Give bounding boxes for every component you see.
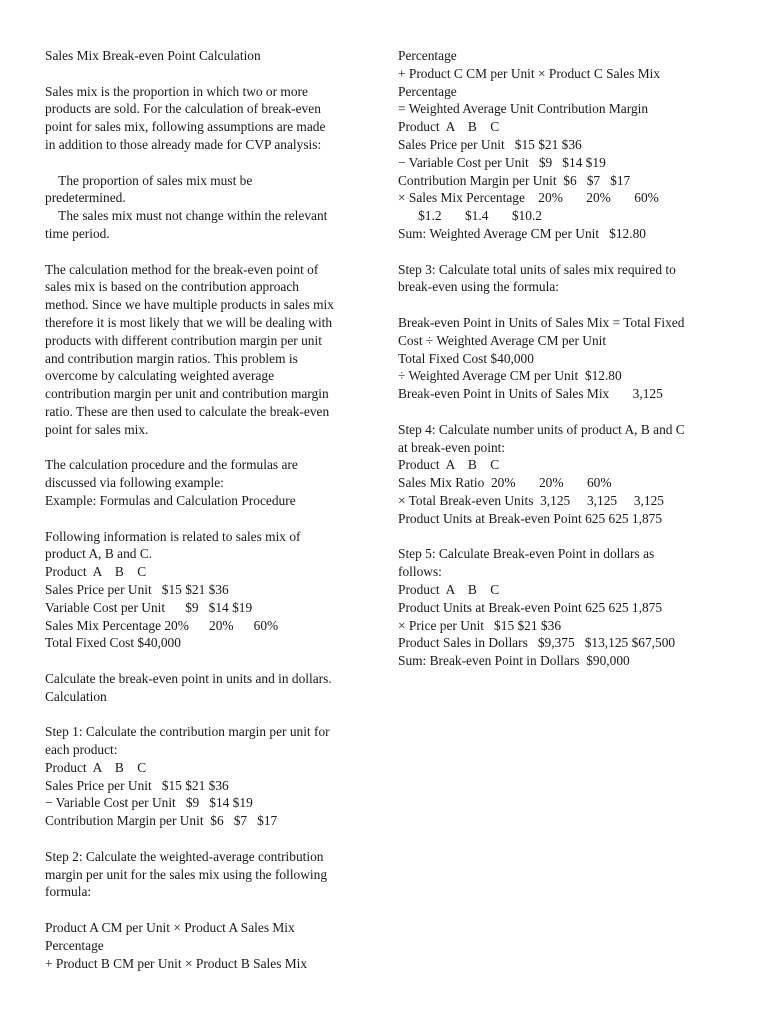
text-line: Product Sales in Dollars $9,375 $13,125 $67,500 bbox=[398, 635, 676, 651]
text-line: therefore it is most likely that we will be dealing with bbox=[45, 314, 333, 330]
text-line: Sales Price per Unit $15 $21 $36 bbox=[398, 136, 582, 152]
text-line: Product Units at Break-even Point 625 625 1,875 bbox=[398, 510, 663, 526]
text-line: Product A B C bbox=[398, 581, 500, 597]
text-line: formula: bbox=[45, 884, 92, 900]
text-line: and contribution margin ratios. This problem is bbox=[45, 350, 298, 366]
text-line: Percentage bbox=[398, 48, 457, 63]
text-line: Sales Mix Percentage 20% 20% 60% bbox=[45, 617, 279, 633]
text-line: Cost ÷ Weighted Average CM per Unit bbox=[398, 332, 607, 348]
step4-paragraph bbox=[398, 421, 738, 528]
example-info-paragraph bbox=[45, 528, 375, 653]
text-line: Step 4: Calculate number units of product A, B and C bbox=[398, 421, 685, 437]
text-line: × Total Break-even Units 3,125 3,125 3,125 bbox=[398, 492, 664, 508]
text-line: time period. bbox=[45, 225, 110, 241]
text-line: Step 2: Calculate the weighted-average contribution bbox=[45, 848, 324, 864]
document-title: Sales Mix Break-even Point Calculation bbox=[45, 48, 261, 63]
text-line: margin per unit for the sales mix using the following bbox=[45, 866, 328, 882]
text-line: Percentage bbox=[398, 83, 457, 99]
text-line: Step 3: Calculate total units of sales mix required to bbox=[398, 261, 676, 277]
text-line: Break-even Point in Units of Sales Mix = Total Fixed bbox=[398, 314, 685, 330]
text-line: overcome by calculating weighted average bbox=[45, 368, 275, 384]
text-line: Product A CM per Unit × Product A Sales Mix bbox=[45, 920, 295, 936]
text-line: Break-even Point in Units of Sales Mix 3,125 bbox=[398, 386, 663, 402]
text-line: The sales mix must not change within the relevant bbox=[45, 208, 328, 224]
text-line: Product A B C bbox=[45, 759, 147, 775]
text-line: in addition to those already made for CVP analysis: bbox=[45, 136, 322, 152]
task-paragraph bbox=[45, 670, 375, 706]
text-line: contribution margin per unit and contribution margin bbox=[45, 386, 329, 402]
text-line: Sales Mix Ratio 20% 20% 60% bbox=[398, 475, 612, 491]
text-line: at break-even point: bbox=[398, 439, 506, 455]
method-paragraph bbox=[45, 261, 375, 439]
step2-paragraph bbox=[45, 848, 375, 901]
left-column bbox=[45, 47, 375, 990]
text-line: + Product C CM per Unit × Product C Sales Mix bbox=[398, 65, 661, 81]
text-line: products with different contribution margin per unit bbox=[45, 332, 322, 348]
text-line: Sum: Weighted Average CM per Unit $12.80 bbox=[398, 225, 646, 241]
right-column bbox=[398, 47, 738, 688]
procedure-paragraph bbox=[45, 456, 375, 509]
text-line: Sum: Break-even Point in Dollars $90,000 bbox=[398, 653, 630, 669]
text-line: each product: bbox=[45, 742, 118, 758]
text-line: $1.2 $1.4 $10.2 bbox=[398, 208, 542, 224]
text-line: point for sales mix, following assumptions are made bbox=[45, 119, 326, 135]
text-line: Following information is related to sales mix of bbox=[45, 528, 301, 544]
text-line: Product A B C bbox=[398, 457, 500, 473]
formula-continued-paragraph bbox=[398, 47, 738, 243]
text-line: Total Fixed Cost $40,000 bbox=[45, 635, 181, 651]
text-line: + Product B CM per Unit × Product B Sales Mix bbox=[45, 955, 308, 971]
text-line: product A, B and C. bbox=[45, 546, 153, 562]
text-line: Sales Price per Unit $15 $21 $36 bbox=[45, 777, 229, 793]
formula-paragraph bbox=[45, 919, 375, 972]
document-title-block bbox=[45, 47, 375, 65]
text-line: Step 1: Calculate the contribution margin per unit for bbox=[45, 724, 330, 740]
text-line: method. Since we have multiple products in sales mix bbox=[45, 297, 334, 313]
text-line: products are sold. For the calculation of break-even bbox=[45, 101, 321, 117]
intro-paragraph bbox=[45, 83, 375, 154]
text-line: Sales mix is the proportion in which two or more bbox=[45, 83, 308, 99]
text-line: = Weighted Average Unit Contribution Margin bbox=[398, 101, 649, 117]
text-line: point for sales mix. bbox=[45, 421, 149, 437]
assumptions-paragraph bbox=[45, 172, 375, 243]
text-line: Example: Formulas and Calculation Procedure bbox=[45, 492, 296, 508]
text-line: Total Fixed Cost $40,000 bbox=[398, 350, 534, 366]
step1-paragraph bbox=[45, 723, 375, 830]
text-line: Contribution Margin per Unit $6 $7 $17 bbox=[45, 813, 278, 829]
step3-intro-paragraph bbox=[398, 261, 738, 297]
text-line: The calculation method for the break-even point of bbox=[45, 261, 319, 277]
text-line: Step 5: Calculate Break-even Point in dollars as bbox=[398, 546, 655, 562]
text-line: − Variable Cost per Unit $9 $14 $19 bbox=[398, 154, 606, 170]
text-line: break-even using the formula: bbox=[398, 279, 560, 295]
text-line: × Sales Mix Percentage 20% 20% 60% bbox=[398, 190, 659, 206]
text-line: Sales Price per Unit $15 $21 $36 bbox=[45, 581, 229, 597]
text-line: Percentage bbox=[45, 937, 104, 953]
text-line: Calculation bbox=[45, 688, 107, 704]
text-line: The calculation procedure and the formulas are bbox=[45, 457, 298, 473]
text-line: ÷ Weighted Average CM per Unit $12.80 bbox=[398, 368, 622, 384]
text-line: Contribution Margin per Unit $6 $7 $17 bbox=[398, 172, 631, 188]
text-line: × Price per Unit $15 $21 $36 bbox=[398, 617, 562, 633]
step3-calculation-paragraph bbox=[398, 314, 738, 403]
text-line: discussed via following example: bbox=[45, 475, 224, 491]
text-line: sales mix is based on the contribution approach bbox=[45, 279, 299, 295]
text-line: Product A B C bbox=[45, 564, 147, 580]
text-line: − Variable Cost per Unit $9 $14 $19 bbox=[45, 795, 253, 811]
text-line: Product Units at Break-even Point 625 625 1,875 bbox=[398, 599, 663, 615]
text-line: ratio. These are then used to calculate the break-even bbox=[45, 403, 330, 419]
text-line: Calculate the break-even point in units and in dollars. bbox=[45, 670, 332, 686]
text-line: follows: bbox=[398, 564, 442, 580]
text-line: Product A B C bbox=[398, 119, 500, 135]
text-line: The proportion of sales mix must be bbox=[45, 172, 253, 188]
text-line: predetermined. bbox=[45, 190, 126, 206]
text-line: Variable Cost per Unit $9 $14 $19 bbox=[45, 599, 253, 615]
step5-paragraph bbox=[398, 545, 738, 670]
